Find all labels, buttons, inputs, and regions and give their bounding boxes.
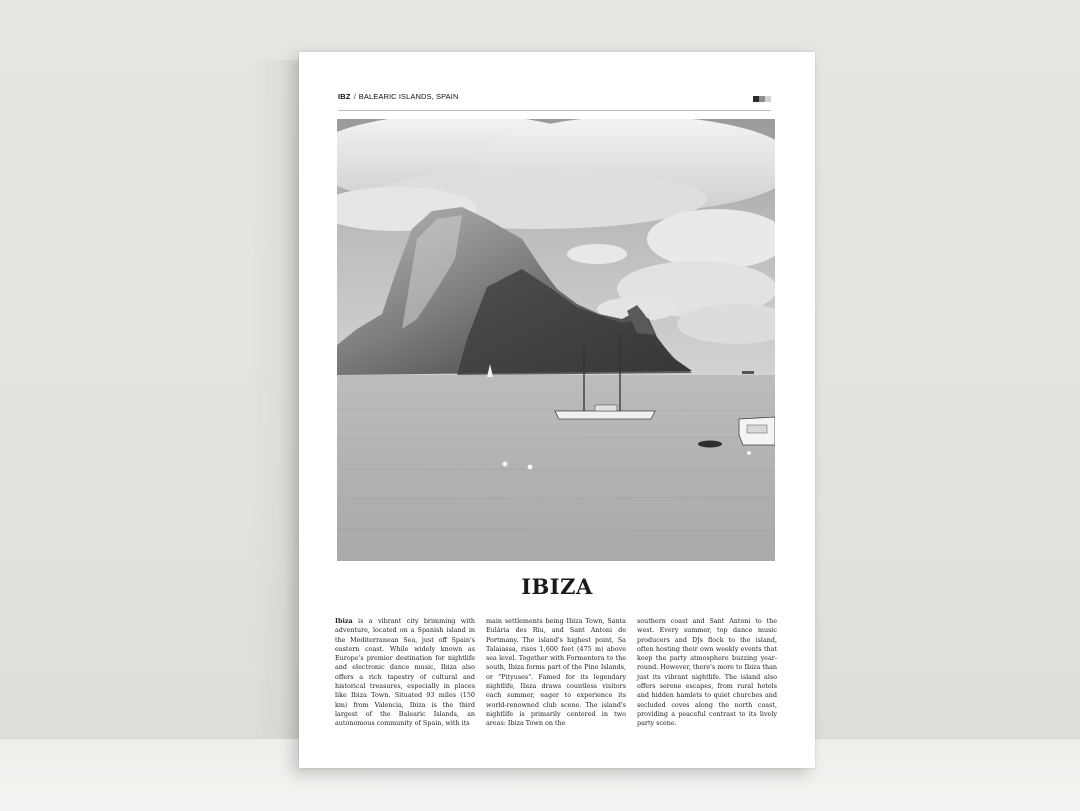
dinghy xyxy=(698,441,722,448)
text-column-3: southern coast and Sant Antoni to the west. Every summer, top dance music producers and DJs flock to the island, often hosting their own weekly events that keep the party atmosphere buzzing year-round. However, there's more to Ibiza than just its vibrant nightlife. The island also offers serene escapes, from rural hotels and hidden hamlets to quiet churches and secluded coves along the north coast, providing a peaceful contrast to its lively party scene. xyxy=(637,617,777,728)
text-column-1 xyxy=(335,617,475,729)
island-photo-illustration xyxy=(337,119,775,561)
poster xyxy=(299,52,815,768)
sea xyxy=(337,375,775,561)
motorboat xyxy=(739,417,775,445)
location-name: BALEARIC ISLANDS, SPAIN xyxy=(358,92,459,101)
island-photo xyxy=(337,119,775,561)
lead-word: Ibiza xyxy=(335,617,353,625)
poster-header xyxy=(338,92,771,111)
color-swatches xyxy=(753,96,771,102)
text-column-2: main settlements being Ibiza Town, Santa Eulària des Riu, and Sant Antoni de Portmany. The island's highest point, Sa Talaiassa, rises 1,600 feet (475 m) above sea level. Together with Formentera to the south, Ibiza forms part of the Pine Islands, or "Pityuses". Famed for its legendary nightlife, Ibiza draws countless visitors each summer, eager to experience its world-renowned club scene. The island's nightlife is primarily centered in two areas: Ibiza Town on the xyxy=(486,617,626,728)
location-code: IBZ xyxy=(338,92,351,101)
column-1-text: is a vibrant city brimming with adventure, located on a Spanish island in the Mediterranean Sea, just off Spain's eastern coast. While widely known as Europe's premier destination for nightlife and electronic dance music, Ibiza also offers a rich tapestry of cultural and historical treasures, especially in places like Ibiza Town. Situated 93 miles (150 km) from Valencia, Ibiza is the third largest of the Balearic Islands, an autonomous community of Spain, with its xyxy=(335,617,475,728)
page-title: IBIZA xyxy=(521,574,593,599)
body-text xyxy=(335,617,777,729)
header-separator: / xyxy=(353,92,356,101)
swatch-light xyxy=(765,96,771,102)
